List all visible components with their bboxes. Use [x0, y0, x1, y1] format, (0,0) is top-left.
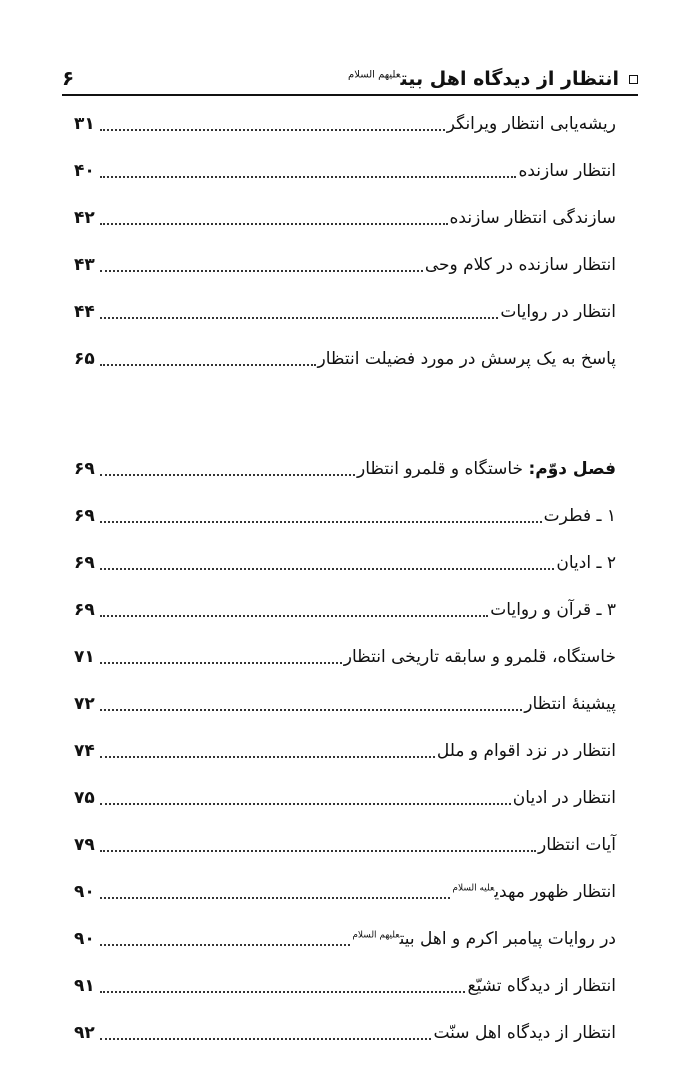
- toc-entry-title: ۱ ـ فطرت: [543, 505, 616, 526]
- dot-leader: [100, 755, 435, 758]
- toc-entry[interactable]: [74, 586, 616, 633]
- toc-entry-page: ۴۴: [74, 301, 95, 322]
- toc-entry-title: پیشینهٔ انتظار: [524, 693, 616, 714]
- toc-entry[interactable]: [74, 241, 616, 288]
- dot-leader: [100, 896, 450, 899]
- toc-entry[interactable]: [74, 539, 616, 586]
- toc-entry[interactable]: [74, 194, 616, 241]
- toc-entry[interactable]: [74, 147, 616, 194]
- toc-entry-title: انتظار در ادیان: [512, 787, 616, 808]
- chapter-title: خاستگاه و قلمرو انتظار: [357, 458, 524, 479]
- running-title: [348, 62, 619, 90]
- toc-entry[interactable]: [74, 680, 616, 727]
- dot-leader: [100, 614, 488, 617]
- toc-entry-title: انتظار در روایات: [500, 301, 616, 322]
- square-ornament-icon: [629, 75, 638, 84]
- toc-entry-title: انتظار از دیدگاه اهل سنّت: [433, 1022, 616, 1043]
- toc-entry[interactable]: [74, 868, 616, 915]
- toc-entry-page: ۴۳: [74, 254, 95, 275]
- honorific-mark: علیهم السلام: [348, 69, 401, 81]
- running-header: [62, 58, 638, 96]
- toc-entry-title: ریشه‌یابی انتظار ویرانگر: [446, 113, 616, 134]
- toc-entry-title: آیات انتظار: [538, 834, 616, 855]
- toc-entry-text: در روایات پیامبر اکرم و اهل بیت: [399, 928, 616, 949]
- toc-entry[interactable]: [74, 492, 616, 539]
- toc-entry-page: ۶۹: [74, 552, 95, 573]
- header-title-group: [348, 62, 638, 90]
- toc-entry-title: انتظار سازنده: [518, 160, 616, 181]
- toc-entry[interactable]: [74, 727, 616, 774]
- honorific-mark: علیه السلام: [452, 882, 495, 893]
- toc-entry-title: خاستگاه، قلمرو و سابقه تاریخی انتظار: [343, 646, 616, 667]
- dot-leader: [100, 661, 342, 664]
- toc-entry[interactable]: [74, 335, 616, 382]
- dot-leader: [100, 943, 350, 946]
- toc-entry-title: انتظار در نزد اقوام و ملل: [436, 740, 616, 761]
- toc-entry-text: انتظار ظهور مهدی: [494, 881, 616, 902]
- toc-entry[interactable]: [74, 1009, 616, 1056]
- toc-entry-page: ۷۴: [74, 740, 95, 761]
- toc-entry[interactable]: [74, 288, 616, 335]
- toc-entry-page: ۶۹: [74, 458, 95, 479]
- dot-leader: [100, 128, 445, 131]
- toc-entry-page: ۷۲: [74, 693, 95, 714]
- toc-entry-title: سازندگی انتظار سازنده: [449, 207, 616, 228]
- dot-leader: [100, 222, 448, 225]
- dot-leader: [100, 708, 522, 711]
- toc-entry-page: ۶۵: [74, 348, 95, 369]
- toc-entry[interactable]: [74, 633, 616, 680]
- toc-entry-page: ۹۲: [74, 1022, 95, 1043]
- dot-leader: [100, 316, 498, 319]
- toc-entry-page: ۹۰: [74, 928, 95, 949]
- dot-leader: [100, 363, 316, 366]
- dot-leader: [100, 269, 423, 272]
- toc-entry[interactable]: [74, 962, 616, 1009]
- toc-entry-page: ۳۱: [74, 113, 95, 134]
- toc-entry-title: پاسخ به یک پرسش در مورد فضیلت انتظار: [317, 348, 616, 369]
- chapter-prefix: فصل دوّم:: [528, 458, 616, 479]
- dot-leader: [100, 849, 536, 852]
- toc-entry-title: [352, 929, 616, 949]
- toc-entry-page: ۹۰: [74, 881, 95, 902]
- toc-entry[interactable]: [74, 774, 616, 821]
- dot-leader: [100, 520, 542, 523]
- toc-entry-page: ۴۰: [74, 160, 95, 181]
- toc-entry-page: ۹۱: [74, 975, 95, 996]
- toc-chapter-heading[interactable]: [74, 445, 616, 492]
- toc-entry-page: ۷۹: [74, 834, 95, 855]
- toc-entry-title: ۳ ـ قرآن و روایات: [490, 599, 616, 620]
- toc-entry[interactable]: [74, 821, 616, 868]
- dot-leader: [100, 990, 465, 993]
- dot-leader: [100, 1037, 431, 1040]
- toc-entry-title: [452, 882, 616, 902]
- toc-entry-page: ۷۱: [74, 646, 95, 667]
- dot-leader: [100, 567, 554, 570]
- toc-entry-title: ۲ ـ ادیان: [556, 552, 616, 573]
- table-of-contents: [74, 100, 616, 1056]
- dot-leader: [100, 175, 516, 178]
- running-title-text: انتظار از دیدگاه اهل بیت: [400, 68, 619, 90]
- dot-leader: [100, 802, 511, 805]
- toc-entry-title: انتظار سازنده در کلام وحی: [424, 254, 616, 275]
- toc-entry-title: [357, 459, 616, 479]
- page-number: ۶: [62, 66, 75, 90]
- toc-entry[interactable]: [74, 915, 616, 962]
- dot-leader: [100, 473, 355, 476]
- toc-entry-page: ۶۹: [74, 505, 95, 526]
- toc-entry-page: ۴۲: [74, 207, 95, 228]
- toc-entry-page: ۶۹: [74, 599, 95, 620]
- toc-entry-page: ۷۵: [74, 787, 95, 808]
- section-spacer: [74, 382, 616, 445]
- honorific-mark: علیهم السلام: [352, 929, 400, 940]
- toc-entry-title: انتظار از دیدگاه تشیّع: [467, 975, 616, 996]
- toc-entry[interactable]: [74, 100, 616, 147]
